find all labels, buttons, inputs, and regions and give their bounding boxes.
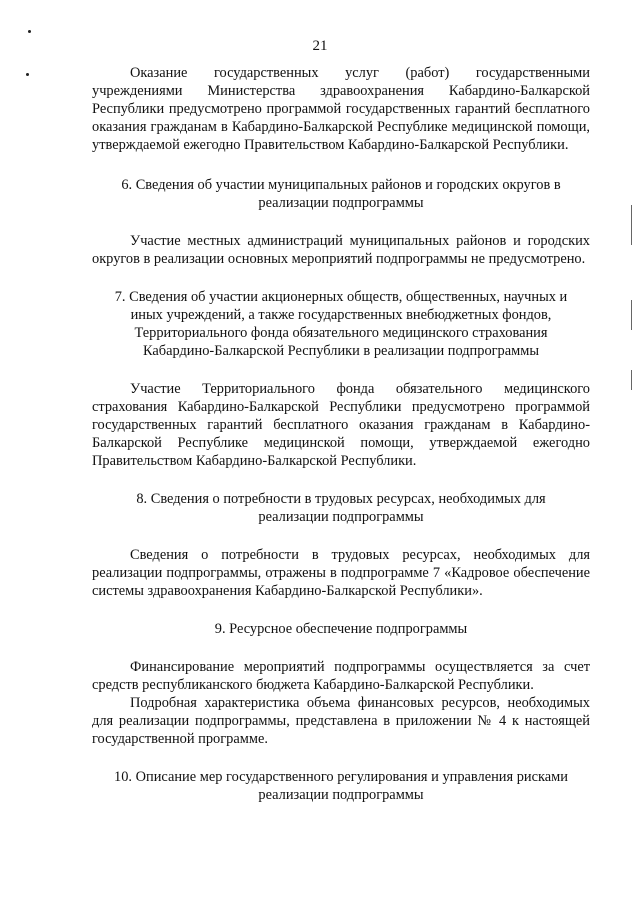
- paragraph-section-9-details: Подробная характеристика объема финансовых ресурсов, необходимых для реализации подпрограммы, представлена в приложении № 4 к настоящей государственной программе.: [92, 695, 590, 747]
- heading-section-7-line3: Территориального фонда обязательного медицинского страхования: [134, 325, 548, 341]
- heading-section-10-line2: реализации подпрограммы: [258, 787, 424, 803]
- scan-speck: [28, 30, 31, 33]
- heading-section-6-line2: реализации подпрограммы: [258, 195, 424, 211]
- scan-speck: [26, 73, 29, 76]
- heading-section-7-line4: Кабардино-Балкарской Республики в реализации подпрограммы: [142, 343, 540, 359]
- scan-edge-mark: [631, 370, 632, 390]
- scan-edge-mark: [631, 300, 632, 330]
- paragraph-section-7: Участие Территориального фонда обязательного медицинского страхования Кабардино-Балкарской Республики предусмотрено программой государственных гарантий бесплатного оказания гражданам в Кабардино-Балкарской Республике медицинской помощи, утверждаемой ежегодно Правительством Кабардино-Балкарской Республики.: [92, 381, 590, 469]
- heading-section-7-line1: 7. Сведения об участии акционерных обществ, общественных, научных и: [114, 289, 568, 305]
- paragraph-section-6: Участие местных администраций муниципальных районов и городских округов в реализации основных мероприятий подпрограммы не предусмотрено.: [92, 233, 590, 267]
- heading-section-7-line2: иных учреждений, а также государственных внебюджетных фондов,: [130, 307, 552, 323]
- scan-edge-mark: [631, 205, 632, 245]
- paragraph-services: Оказание государственных услуг (работ) государственными учреждениями Министерства здравоохранения Кабардино-Балкарской Республики предусмотрено программой государственных гарантий бесплатного оказания гражданам в Кабардино-Балкарской Республике медицинской помощи, утверждаемой ежегодно Правительством Кабардино-Балкарской Республики.: [92, 65, 590, 153]
- heading-section-9: 9. Ресурсное обеспечение подпрограммы: [214, 621, 468, 637]
- heading-section-8-line2: реализации подпрограммы: [258, 509, 424, 525]
- document-body: [92, 64, 590, 804]
- page-number: 21: [312, 38, 328, 54]
- heading-section-10-line1: 10. Описание мер государственного регулирования и управления рисками: [114, 769, 568, 785]
- heading-section-8-line1: 8. Сведения о потребности в трудовых ресурсах, необходимых для: [136, 491, 546, 507]
- heading-section-6-line1: 6. Сведения об участии муниципальных районов и городских округов в: [121, 177, 561, 193]
- paragraph-section-9-financing: Финансирование мероприятий подпрограммы осуществляется за счет средств республиканского бюджета Кабардино-Балкарской Республики.: [92, 659, 590, 693]
- paragraph-section-8: Сведения о потребности в трудовых ресурсах, необходимых для реализации подпрограммы, отражены в подпрограмме 7 «Кадровое обеспечение системы здравоохранения Кабардино-Балкарской Республики».: [92, 547, 590, 599]
